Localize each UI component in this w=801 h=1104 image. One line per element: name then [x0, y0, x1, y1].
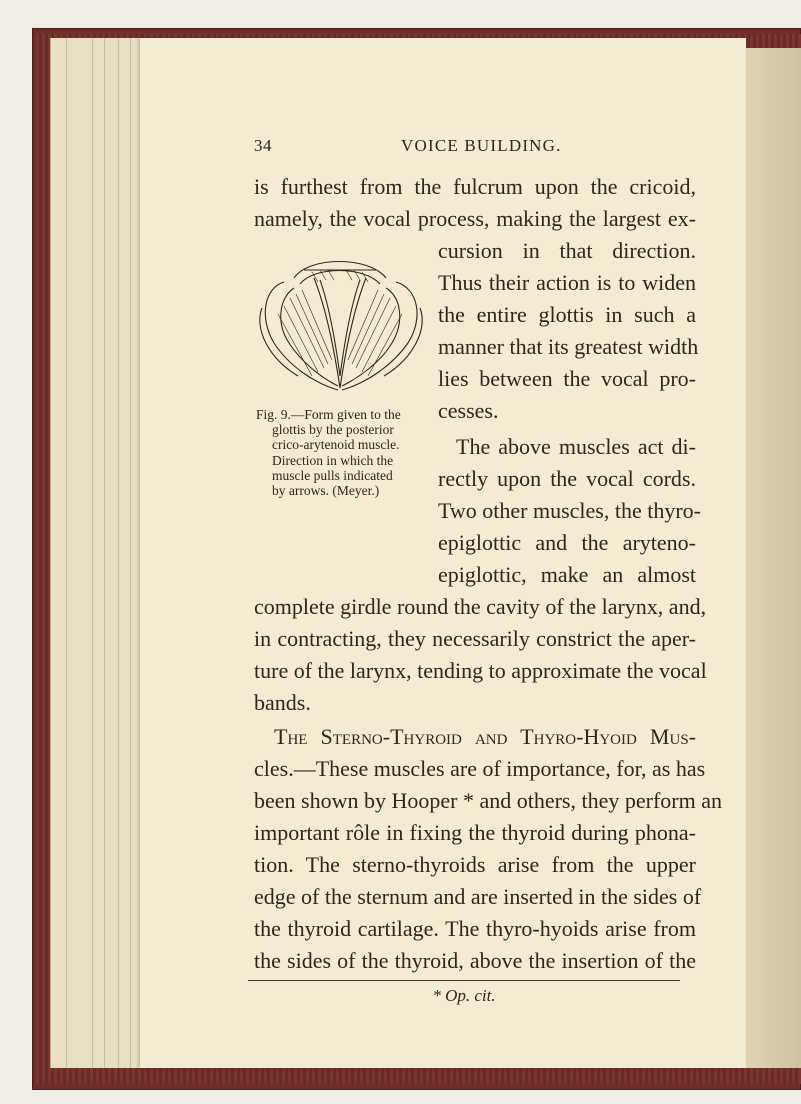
- footnote-rule: [248, 980, 680, 981]
- text-line: ture of the larynx, tending to approximate the vocal: [254, 658, 707, 683]
- text-line: Thus their action is to widen: [438, 270, 696, 295]
- text-line: in contracting, they necessarily constrict the aper-: [254, 626, 696, 651]
- text-line: been shown by Hooper * and others, they perform an: [254, 788, 722, 813]
- leaf-edge: [104, 38, 105, 1068]
- text-line: The above muscles act di-: [456, 434, 696, 459]
- text-line: cursion in that direction.: [438, 238, 696, 263]
- text-line: important rôle in fixing the thyroid during phona-: [254, 820, 696, 845]
- caption-line: crico-arytenoid muscle.: [272, 437, 400, 453]
- caption-line: glottis by the posterior: [272, 422, 394, 438]
- text-line: edge of the sternum and are inserted in the sides of: [254, 884, 702, 909]
- running-title: VOICE BUILDING.: [401, 136, 562, 155]
- text-line: rectly upon the vocal cords.: [438, 466, 696, 491]
- text-line: bands.: [254, 690, 311, 715]
- footnote: * Op. cit.: [432, 986, 496, 1005]
- text-line: manner that its greatest width: [438, 334, 699, 359]
- text-line: the thyroid cartilage. The thyro-hyoids arise from: [254, 916, 696, 941]
- text-line: the sides of the thyroid, above the insertion of the: [254, 948, 696, 973]
- facing-page-edge: [746, 48, 801, 1068]
- text-line: complete girdle round the cavity of the larynx, and,: [254, 594, 707, 619]
- leaf-edge: [66, 38, 67, 1068]
- text-line: Two other muscles, the thyro-: [438, 498, 702, 523]
- leaf-edge: [92, 38, 93, 1068]
- caption-line: muscle pulls indicated: [272, 467, 393, 483]
- text-line: cles.—These muscles are of importance, for, as has: [254, 756, 706, 781]
- figure-caption: [256, 407, 434, 498]
- running-header: [254, 136, 696, 160]
- text-line: namely, the vocal process, making the largest ex-: [254, 206, 696, 231]
- caption-line: Fig. 9.—Form given to the: [256, 407, 401, 422]
- leaf-edge: [130, 38, 131, 1068]
- text-line: lies between the vocal pro-: [438, 366, 696, 391]
- leaf-edge: [118, 38, 119, 1068]
- text-line: epiglottic, make an almost: [438, 562, 696, 587]
- caption-line: Direction in which the: [272, 452, 394, 468]
- caption-line: by arrows. (Meyer.): [272, 483, 380, 499]
- text-line: cesses.: [438, 398, 499, 423]
- text-line: epiglottic and the aryteno-: [438, 530, 696, 555]
- page-number: 34: [254, 136, 272, 155]
- text-line: is furthest from the fulcrum upon the cricoid,: [254, 174, 696, 199]
- text-line: the entire glottis in such a: [438, 302, 696, 327]
- section-heading: The Sterno-Thyroid and Thyro-Hyoid Mus-: [274, 724, 696, 749]
- text-line: tion. The sterno-thyroids arise from the upper: [254, 852, 696, 877]
- glottis-figure: [254, 248, 428, 398]
